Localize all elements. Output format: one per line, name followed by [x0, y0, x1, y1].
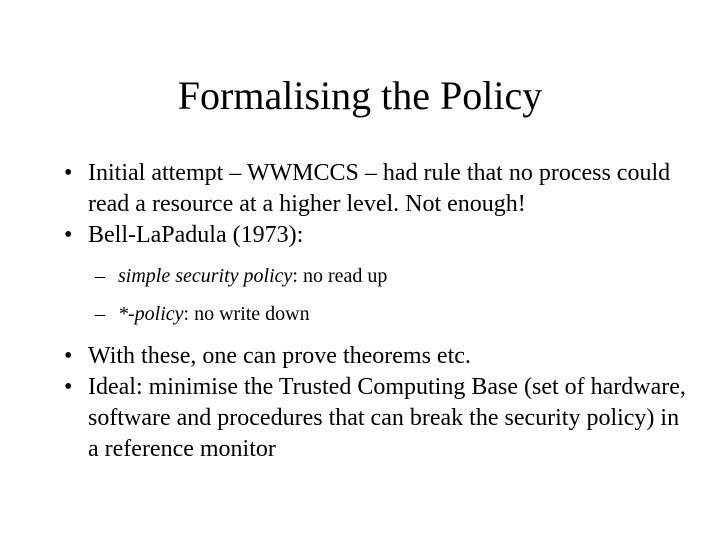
dash-glyph: – — [95, 303, 105, 325]
bullet-text: With these, one can prove theorems etc. — [88, 343, 471, 369]
sub-bullet-term: *-policy — [118, 303, 184, 325]
bullet-glyph: • — [64, 343, 73, 369]
bullet-item — [60, 220, 690, 251]
bullet-glyph: • — [64, 222, 73, 248]
slide-title: Formalising the Policy — [177, 73, 543, 118]
spacer — [60, 251, 690, 263]
sub-bullet-term: simple security policy — [118, 265, 293, 287]
slide-body — [60, 158, 690, 465]
sub-bullet-item — [60, 263, 690, 289]
bullet-text: Ideal: minimise the Trusted Computing Base (set of hardware, software and procedures that can break the security policy) in a reference monitor — [88, 374, 686, 462]
spacer — [60, 289, 690, 301]
bullet-glyph: • — [64, 160, 73, 186]
bullet-item — [60, 372, 690, 465]
bullet-item — [60, 341, 690, 372]
bullet-text: Initial attempt – WWMCCS – had rule that no process could read a resource at a higher level. Not enough! — [88, 160, 671, 217]
dash-glyph: – — [95, 265, 105, 287]
spacer — [60, 327, 690, 341]
sub-bullet-text: : no read up — [292, 265, 388, 287]
bullet-text: Bell-LaPadula (1973): — [88, 222, 304, 248]
bullet-item — [60, 158, 690, 220]
sub-bullet-text: : no write down — [183, 303, 310, 325]
bullet-glyph: • — [64, 374, 73, 400]
sub-bullet-item — [60, 301, 690, 327]
